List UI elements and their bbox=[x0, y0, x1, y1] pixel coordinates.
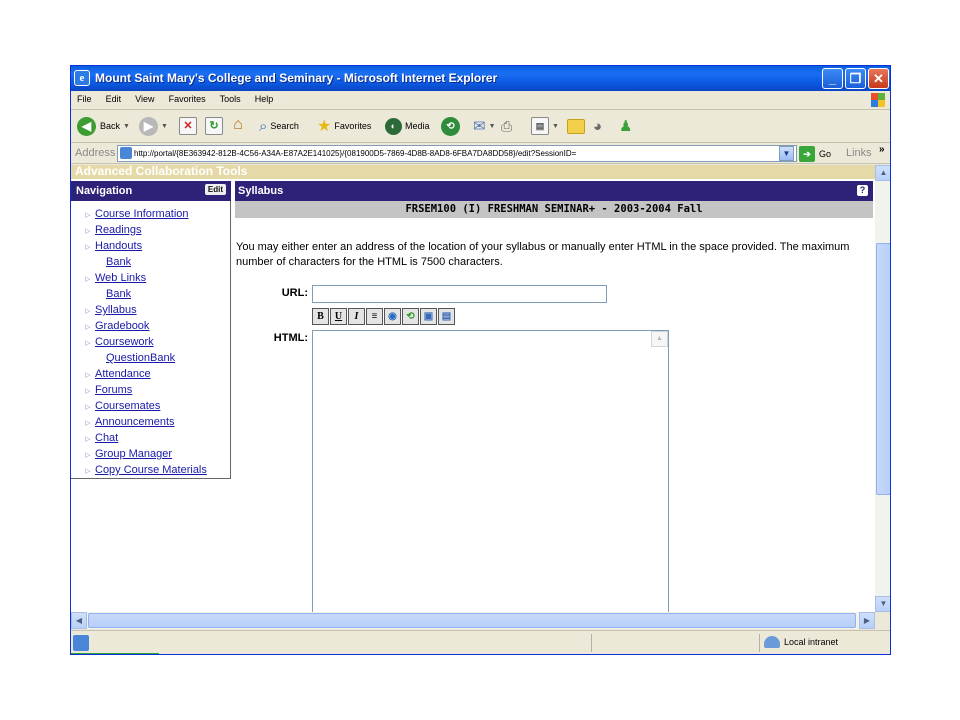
close-button[interactable]: ✕ bbox=[868, 68, 889, 89]
navigation-header bbox=[71, 181, 231, 201]
address-url: http://portal/{8E363942-812B-4C56-A34A-E87A2E141025}/{081900D5-7869-4D8B-8AD8-6FBA7DA8DD58}/edit?SessionID= bbox=[134, 149, 577, 158]
align-button[interactable]: ≡ bbox=[366, 308, 383, 325]
textarea-scroll-up-icon[interactable]: ▲ bbox=[651, 331, 668, 347]
title-bar bbox=[71, 66, 890, 91]
course-title: FRSEM100 (I) FRESHMAN SEMINAR+ - 2003-2004 Fall bbox=[235, 201, 873, 218]
mail-icon: ✉ bbox=[473, 118, 486, 135]
image-button[interactable]: ▣ bbox=[420, 308, 437, 325]
syllabus-header bbox=[235, 181, 873, 201]
forward-button[interactable] bbox=[139, 115, 168, 137]
navigation-list bbox=[71, 201, 230, 478]
nav-item bbox=[71, 398, 230, 414]
links-button[interactable]: Links bbox=[846, 147, 872, 159]
html-textarea[interactable] bbox=[312, 330, 669, 612]
folder-button[interactable] bbox=[567, 115, 585, 137]
refresh-icon: ↻ bbox=[205, 117, 223, 135]
underline-button[interactable]: U bbox=[330, 308, 347, 325]
scroll-right-button[interactable]: ▶ bbox=[859, 612, 875, 629]
chevron-down-icon: ▼ bbox=[161, 122, 168, 130]
nav-link[interactable]: Chat bbox=[95, 432, 119, 444]
nav-link[interactable]: Coursemates bbox=[95, 400, 161, 412]
bullet-icon: ▷ bbox=[85, 468, 91, 475]
nav-link[interactable]: Gradebook bbox=[95, 320, 150, 332]
back-arrow-icon: ◀ bbox=[77, 117, 96, 136]
scroll-down-button[interactable]: ▼ bbox=[875, 596, 891, 612]
bullet-icon: ▷ bbox=[85, 404, 91, 411]
bullet-icon: ▷ bbox=[85, 276, 91, 283]
scroll-corner bbox=[875, 612, 891, 629]
nav-link[interactable]: Copy Course Materials bbox=[95, 464, 207, 476]
ie-logo-icon: e bbox=[74, 70, 90, 86]
menu-file[interactable]: File bbox=[77, 94, 92, 104]
zone-label: Local intranet bbox=[784, 637, 839, 647]
bullet-icon: ▷ bbox=[85, 372, 91, 379]
refresh-button[interactable] bbox=[205, 115, 223, 137]
nav-link[interactable]: Handouts bbox=[95, 240, 143, 252]
search-label: Search bbox=[270, 121, 299, 131]
chevron-down-icon: ▼ bbox=[123, 122, 130, 130]
nav-item bbox=[71, 334, 230, 350]
nav-item bbox=[71, 302, 230, 318]
scroll-up-button[interactable]: ▲ bbox=[875, 165, 891, 181]
nav-item bbox=[71, 222, 230, 238]
discuss-button[interactable] bbox=[593, 115, 602, 137]
navigation-panel bbox=[71, 201, 231, 479]
window-title: Mount Saint Mary's College and Seminary - Microsoft Internet Explorer bbox=[95, 71, 498, 85]
nav-link[interactable]: Syllabus bbox=[95, 304, 137, 316]
address-bar bbox=[71, 144, 890, 164]
folder-icon bbox=[567, 119, 585, 134]
html-label: HTML: bbox=[273, 332, 308, 344]
nav-link[interactable]: Announcements bbox=[95, 416, 175, 428]
edit-page-icon: ▤ bbox=[531, 117, 549, 135]
table-button[interactable]: ▤ bbox=[438, 308, 455, 325]
link-button[interactable]: ⟲ bbox=[402, 308, 419, 325]
home-icon: ⌂ bbox=[233, 116, 243, 133]
url-label: URL: bbox=[281, 287, 308, 299]
chevron-down-icon: ▼ bbox=[552, 122, 559, 130]
vertical-scroll-thumb[interactable] bbox=[876, 243, 891, 495]
nav-link[interactable]: Course Information bbox=[95, 208, 189, 220]
bullet-icon: ▷ bbox=[85, 388, 91, 395]
go-label: Go bbox=[819, 148, 832, 159]
favorites-button[interactable] bbox=[317, 115, 371, 137]
standard-toolbar bbox=[71, 110, 890, 143]
status-divider bbox=[759, 634, 760, 652]
search-icon: ⌕ bbox=[259, 117, 268, 135]
nav-item bbox=[71, 238, 230, 254]
nav-link[interactable]: Group Manager bbox=[95, 448, 173, 460]
nav-item bbox=[71, 430, 230, 446]
nav-item bbox=[71, 462, 230, 478]
intranet-icon bbox=[764, 636, 780, 648]
italic-button[interactable]: I bbox=[348, 308, 365, 325]
nav-item bbox=[71, 318, 230, 334]
menu-edit[interactable]: Edit bbox=[105, 94, 122, 104]
page-content bbox=[71, 165, 875, 612]
bullet-icon: ▷ bbox=[85, 340, 91, 347]
nav-item bbox=[71, 286, 230, 302]
nav-link[interactable]: Bank bbox=[106, 256, 132, 268]
messenger-button[interactable] bbox=[619, 115, 632, 137]
browser-window bbox=[70, 65, 891, 655]
nav-link[interactable]: Attendance bbox=[95, 368, 151, 380]
go-button[interactable] bbox=[799, 145, 831, 162]
nav-item bbox=[71, 366, 230, 382]
media-label: Media bbox=[405, 121, 430, 131]
color-button[interactable]: ◉ bbox=[384, 308, 401, 325]
bullet-icon: ▷ bbox=[85, 244, 91, 251]
nav-link[interactable]: Web Links bbox=[95, 272, 147, 284]
nav-item bbox=[71, 206, 230, 222]
history-icon: ⟲ bbox=[441, 117, 460, 136]
nav-item bbox=[71, 382, 230, 398]
nav-item bbox=[71, 414, 230, 430]
html-editor-toolbar bbox=[312, 308, 456, 325]
bullet-icon: ▷ bbox=[85, 308, 91, 315]
syllabus-title: Syllabus bbox=[238, 185, 284, 197]
media-icon: ◐ bbox=[385, 118, 402, 135]
nav-link[interactable]: Coursework bbox=[95, 336, 154, 348]
help-icon[interactable]: ? bbox=[857, 185, 868, 196]
scroll-left-button[interactable]: ◀ bbox=[71, 612, 87, 629]
url-input[interactable] bbox=[312, 285, 607, 303]
menu-tools[interactable]: Tools bbox=[219, 94, 241, 104]
forward-arrow-icon: ▶ bbox=[139, 117, 158, 136]
mail-button[interactable] bbox=[473, 115, 496, 137]
bullet-icon: ▷ bbox=[85, 436, 91, 443]
address-label: Address bbox=[75, 147, 116, 159]
media-button[interactable] bbox=[385, 115, 430, 137]
print-icon: ⎙ bbox=[501, 117, 513, 134]
menu-favorites[interactable]: Favorites bbox=[168, 94, 206, 104]
windows-flag-icon bbox=[870, 92, 886, 108]
bullet-icon: ▷ bbox=[85, 420, 91, 427]
search-button[interactable] bbox=[259, 115, 299, 137]
messenger-icon: ♟ bbox=[619, 118, 633, 135]
page-status-icon bbox=[73, 635, 89, 651]
nav-item bbox=[71, 350, 230, 366]
address-input[interactable] bbox=[117, 145, 797, 162]
nav-link[interactable]: QuestionBank bbox=[106, 352, 176, 364]
menu-help[interactable]: Help bbox=[254, 94, 274, 104]
edit-page-button[interactable] bbox=[531, 115, 559, 137]
menu-bar bbox=[71, 91, 890, 110]
horizontal-scrollbar[interactable] bbox=[71, 612, 875, 629]
page-banner: Advanced Collaboration Tools bbox=[71, 165, 875, 179]
menu-view[interactable]: View bbox=[135, 94, 155, 104]
security-zone bbox=[764, 636, 838, 648]
stop-icon: ✕ bbox=[179, 117, 197, 135]
horizontal-scroll-thumb[interactable] bbox=[88, 613, 856, 628]
page-icon bbox=[120, 147, 132, 159]
bold-button[interactable]: B bbox=[312, 308, 329, 325]
nav-link[interactable]: Bank bbox=[106, 288, 132, 300]
print-button[interactable] bbox=[501, 115, 512, 137]
status-divider bbox=[591, 634, 592, 652]
nav-item bbox=[71, 446, 230, 462]
stop-button[interactable] bbox=[179, 115, 197, 137]
instructions-text: You may either enter an address of the location of your syllabus or manually enter HTML in the space provided. The maximum number of characters for the HTML is 7500 characters. bbox=[236, 241, 850, 268]
address-dropdown-button[interactable]: ▼ bbox=[779, 146, 794, 161]
status-bar bbox=[71, 630, 890, 655]
back-button[interactable] bbox=[77, 115, 130, 137]
star-icon: ★ bbox=[317, 118, 332, 135]
nav-link[interactable]: Forums bbox=[95, 384, 133, 396]
chevron-down-icon: ▼ bbox=[488, 122, 496, 130]
maximize-button[interactable]: ❐ bbox=[845, 68, 866, 89]
status-progress-strip bbox=[71, 653, 159, 655]
discuss-icon: ◕ bbox=[593, 117, 603, 135]
navigation-edit-button[interactable]: Edit bbox=[205, 184, 226, 195]
home-button[interactable] bbox=[229, 115, 247, 137]
bullet-icon: ▷ bbox=[85, 212, 91, 219]
nav-item bbox=[71, 270, 230, 286]
navigation-title: Navigation bbox=[76, 185, 133, 197]
minimize-button[interactable]: _ bbox=[822, 68, 843, 89]
history-button[interactable] bbox=[441, 115, 460, 137]
bullet-icon: ▷ bbox=[85, 452, 91, 459]
vertical-scrollbar[interactable] bbox=[875, 165, 891, 612]
favorites-label: Favorites bbox=[334, 121, 372, 131]
back-label: Back bbox=[100, 121, 121, 131]
go-arrow-icon: ➔ bbox=[799, 146, 815, 162]
nav-item bbox=[71, 254, 230, 270]
chevron-right-icon[interactable]: » bbox=[879, 144, 885, 155]
bullet-icon: ▷ bbox=[85, 228, 91, 235]
bullet-icon: ▷ bbox=[85, 324, 91, 331]
nav-link[interactable]: Readings bbox=[95, 224, 142, 236]
